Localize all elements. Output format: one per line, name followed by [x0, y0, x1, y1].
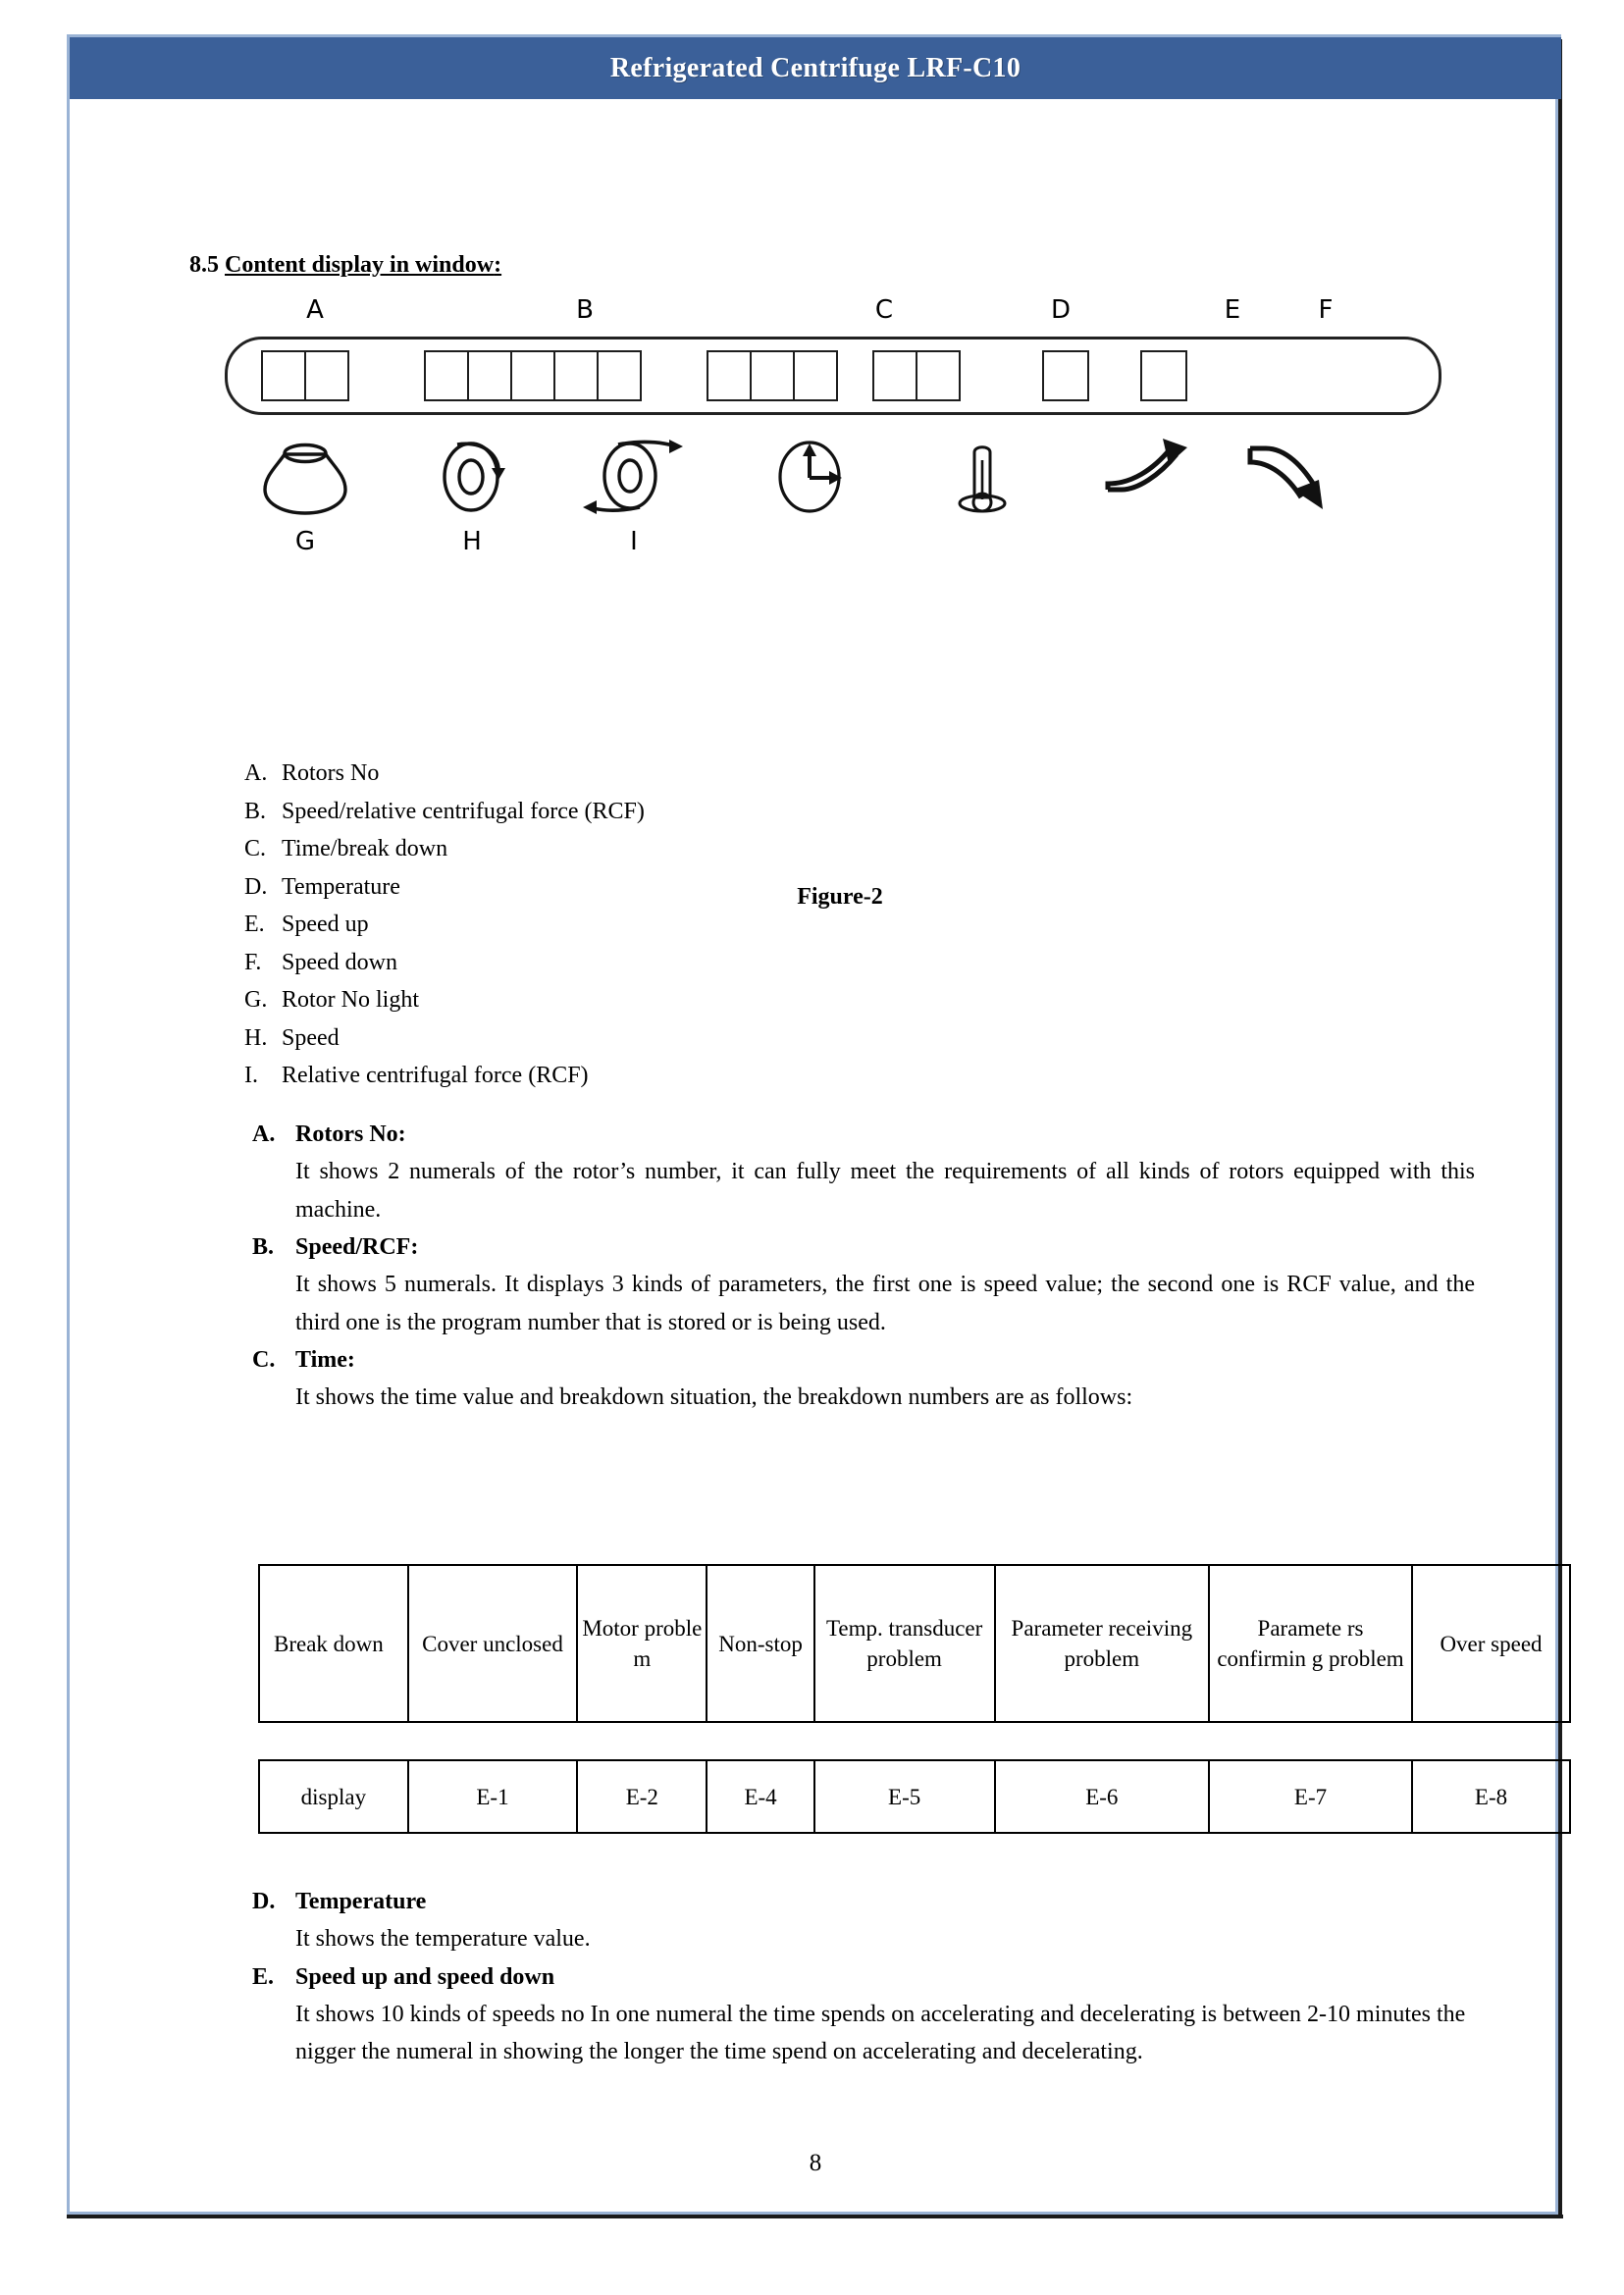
table-cell: Temp. transducer problem: [814, 1565, 995, 1722]
detail-section-key: A.: [252, 1121, 276, 1147]
document-header-band: [70, 34, 1561, 99]
detail-section-title: [252, 1228, 1475, 1266]
legend-key: H.: [244, 1024, 268, 1051]
indicator-rcf: [575, 433, 693, 556]
legend-text: Rotors No: [282, 760, 380, 786]
table-cell: Non-stop: [707, 1565, 813, 1722]
thermometer-icon: [928, 433, 1036, 521]
table-cell: Motor proble m: [577, 1565, 707, 1722]
detail-section-label: Time:: [295, 1347, 355, 1373]
indicator-caption-i: I: [630, 527, 638, 556]
detail-section-key: E.: [252, 1963, 275, 1990]
panel-label-a: A: [306, 295, 324, 325]
table-cell: Break down: [259, 1565, 408, 1722]
panel-label-d: D: [1050, 295, 1072, 325]
detail-section-key: D.: [252, 1889, 276, 1914]
detail-section-label: Speed up and speed down: [295, 1963, 555, 1990]
clock-icon: [757, 433, 864, 521]
indicator-speed-up: [1090, 433, 1208, 527]
detail-section-d: [252, 1883, 1475, 1958]
legend-text: Rotor No light: [282, 987, 420, 1013]
table-row: [259, 1565, 1570, 1722]
detail-section-body: It shows 10 kinds of speeds no In one numeral the time spends on accelerating and decelerating is between 2-10 minutes the nigger the numeral in showing the longer the time spend on accelerating and decelerating.: [295, 2001, 1466, 2064]
panel-label-f: F: [1318, 295, 1334, 325]
list-item: [244, 868, 1127, 907]
indicator-rotor: [246, 433, 364, 556]
legend-text: Speed down: [282, 949, 397, 975]
rcf-rotation-icon: [575, 433, 693, 521]
display-cell: [793, 350, 838, 401]
display-group-a: [261, 350, 349, 401]
display-cell: [872, 350, 917, 401]
table-cell: Cover unclosed: [408, 1565, 577, 1722]
list-item: [244, 944, 1127, 982]
table-cell: E-5: [814, 1760, 995, 1833]
display-cell: [467, 350, 512, 401]
page-number: 8: [809, 2150, 822, 2176]
indicator-speed: [413, 433, 531, 556]
indicator-speed-down: [1232, 433, 1350, 527]
indicator-caption-g: G: [294, 527, 316, 556]
detail-sections: [252, 1116, 1475, 1417]
table-cell: E-1: [408, 1760, 577, 1833]
indicator-time: [752, 433, 869, 527]
display-group-f: [1140, 350, 1187, 401]
legend-key: D.: [244, 873, 268, 900]
display-cell: [553, 350, 599, 401]
display-code-table: [258, 1759, 1571, 1834]
legend-text: Speed: [282, 1024, 340, 1051]
table-row: [259, 1760, 1570, 1833]
display-cell: [916, 350, 961, 401]
detail-section-body: It shows the time value and breakdown situation, the breakdown numbers are as follows:: [295, 1384, 1133, 1410]
rotor-icon: [251, 433, 359, 521]
detail-section-e: [252, 1958, 1475, 2071]
section-heading-colon: :: [494, 252, 502, 278]
legend-list: [244, 755, 1127, 1095]
list-item: [244, 830, 1127, 868]
display-cell: [597, 350, 642, 401]
legend-key: I.: [244, 1063, 258, 1088]
legend-key: B.: [244, 798, 267, 824]
list-item: [244, 1019, 1127, 1058]
detail-section-title: [252, 1341, 1475, 1379]
table-cell: E-2: [577, 1760, 707, 1833]
display-group-e: [1042, 350, 1089, 401]
table-cell: Parameter receiving problem: [995, 1565, 1209, 1722]
detail-section-label: Temperature: [295, 1889, 427, 1914]
speed-rotation-icon: [418, 433, 526, 521]
legend-text: Time/break down: [282, 836, 448, 861]
section-heading-text: Content display in window: [225, 252, 495, 278]
detail-section-a: [252, 1116, 1475, 1228]
legend-key: E.: [244, 912, 265, 937]
legend-key: F.: [244, 949, 262, 975]
list-item: [244, 1057, 1127, 1095]
panel-label-b: B: [576, 295, 594, 325]
display-cell: [510, 350, 555, 401]
panel-label-c: C: [874, 295, 894, 325]
section-heading-number: 8.5: [189, 252, 219, 278]
breakdown-code-table: [258, 1564, 1571, 1723]
display-cell: [304, 350, 349, 401]
detail-section-body: It shows 2 numerals of the rotor’s number, it can fully meet the requirements of all kinds of rotors equipped with this machine.: [295, 1159, 1475, 1223]
detail-section-key: B.: [252, 1234, 275, 1260]
detail-section-title: [252, 1116, 1475, 1153]
legend-text: Speed up: [282, 912, 369, 937]
table-cell: E-6: [995, 1760, 1209, 1833]
panel-label-e: E: [1224, 295, 1241, 325]
display-window-panel: [225, 337, 1441, 415]
page-bottom-shadow: [67, 2215, 1563, 2218]
detail-section-b: [252, 1228, 1475, 1341]
detail-section-label: Rotors No:: [295, 1121, 406, 1147]
detail-sections-tail: [252, 1883, 1475, 2071]
legend-text: Relative centrifugal force (RCF): [282, 1063, 589, 1088]
display-group-c: [707, 350, 838, 401]
display-group-b: [424, 350, 642, 401]
document-page: [67, 34, 1558, 2215]
table-cell: E-4: [707, 1760, 813, 1833]
list-item: [244, 981, 1127, 1019]
display-group-d: [872, 350, 961, 401]
detail-section-body: It shows the temperature value.: [295, 1926, 591, 1952]
detail-section-label: Speed/RCF:: [295, 1234, 419, 1260]
detail-section-c: [252, 1341, 1475, 1417]
page-content: [70, 99, 1561, 2209]
table-cell: E-8: [1412, 1760, 1570, 1833]
display-cell: [1042, 350, 1089, 401]
display-cell: [1140, 350, 1187, 401]
detail-section-title: [252, 1958, 1475, 1996]
indicator-icon-row: [217, 433, 1463, 609]
speed-up-arrow-icon: [1090, 433, 1208, 521]
page-title: Refrigerated Centrifuge LRF-C10: [609, 52, 1022, 83]
speed-down-arrow-icon: [1232, 433, 1350, 521]
display-cell: [707, 350, 752, 401]
table-cell: display: [259, 1760, 408, 1833]
legend-key: C.: [244, 836, 267, 861]
legend-key: G.: [244, 987, 268, 1013]
legend-text: Temperature: [282, 873, 400, 900]
table-cell: Over speed: [1412, 1565, 1570, 1722]
list-item: [244, 793, 1127, 831]
list-item: [244, 906, 1127, 944]
figure-caption: Figure-2: [797, 884, 883, 910]
legend-text: Speed/relative centrifugal force (RCF): [282, 798, 645, 824]
table-cell: E-7: [1209, 1760, 1412, 1833]
indicator-temperature: [923, 433, 1041, 527]
display-cell: [261, 350, 306, 401]
display-cell: [424, 350, 469, 401]
legend-key: A.: [244, 760, 268, 786]
detail-section-body: It shows 5 numerals. It displays 3 kinds of parameters, the first one is speed value; the second one is RCF value, and the third one is the program number that is stored or is being used.: [295, 1272, 1475, 1335]
table-cell: Paramete rs confirmin g problem: [1209, 1565, 1412, 1722]
indicator-caption-h: H: [462, 527, 482, 556]
display-cell: [750, 350, 795, 401]
section-heading: [189, 252, 501, 279]
detail-section-key: C.: [252, 1347, 276, 1373]
panel-label-row: [217, 295, 1463, 335]
detail-section-title: [252, 1883, 1475, 1920]
list-item: [244, 755, 1127, 793]
